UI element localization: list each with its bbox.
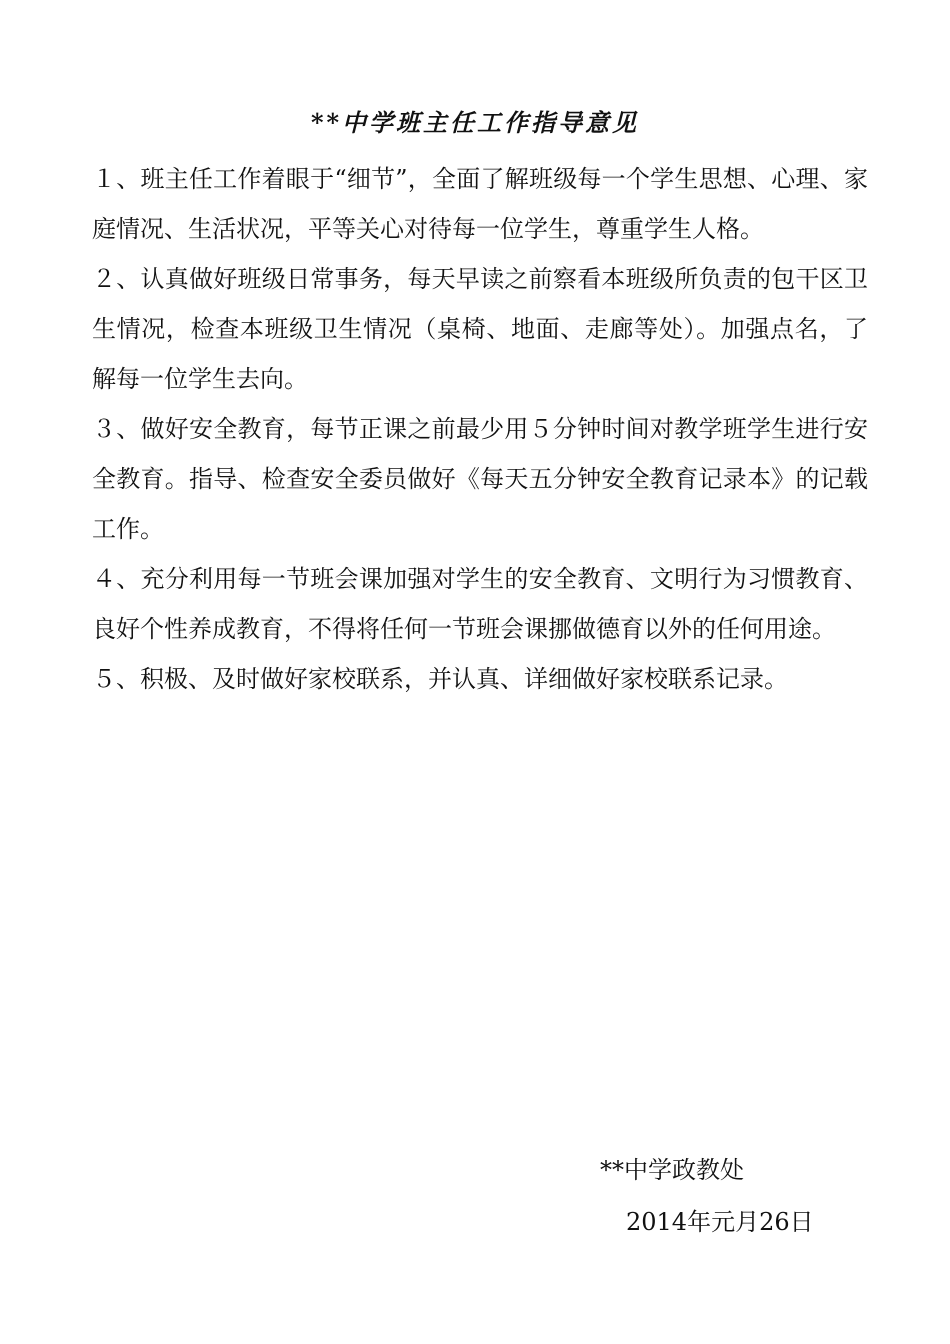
paragraph-1: １、班主任工作着眼于“细节”，全面了解班级每一个学生思想、心理、家庭情况、生活状况，平等关心对待每一位学生，尊重学生人格。 — [92, 165, 868, 243]
document-body — [92, 154, 868, 704]
paragraph-4: ４、充分利用每一节班会课加强对学生的安全教育、文明行为习惯教育、良好个性养成教育，不得将任何一节班会课挪做德育以外的任何用途。 — [92, 565, 868, 643]
document-title: **中学班主任工作指导意见 — [310, 108, 640, 137]
signature-issuer: **中学政教处 — [600, 1156, 744, 1184]
paragraph-3: ３、做好安全教育，每节正课之前最少用５分钟时间对教学班学生进行安全教育。指导、检查安全委员做好《每天五分钟安全教育记录本》的记载工作。 — [92, 415, 868, 543]
signature-date: 2014年元月26日 — [626, 1208, 814, 1236]
paragraph-2: ２、认真做好班级日常事务，每天早读之前察看本班级所负责的包干区卫生情况，检查本班级卫生情况（桌椅、地面、走廊等处）。加强点名，了解每一位学生去向。 — [92, 265, 868, 393]
paragraph-5: ５、积极、及时做好家校联系，并认真、详细做好家校联系记录。 — [92, 665, 788, 693]
